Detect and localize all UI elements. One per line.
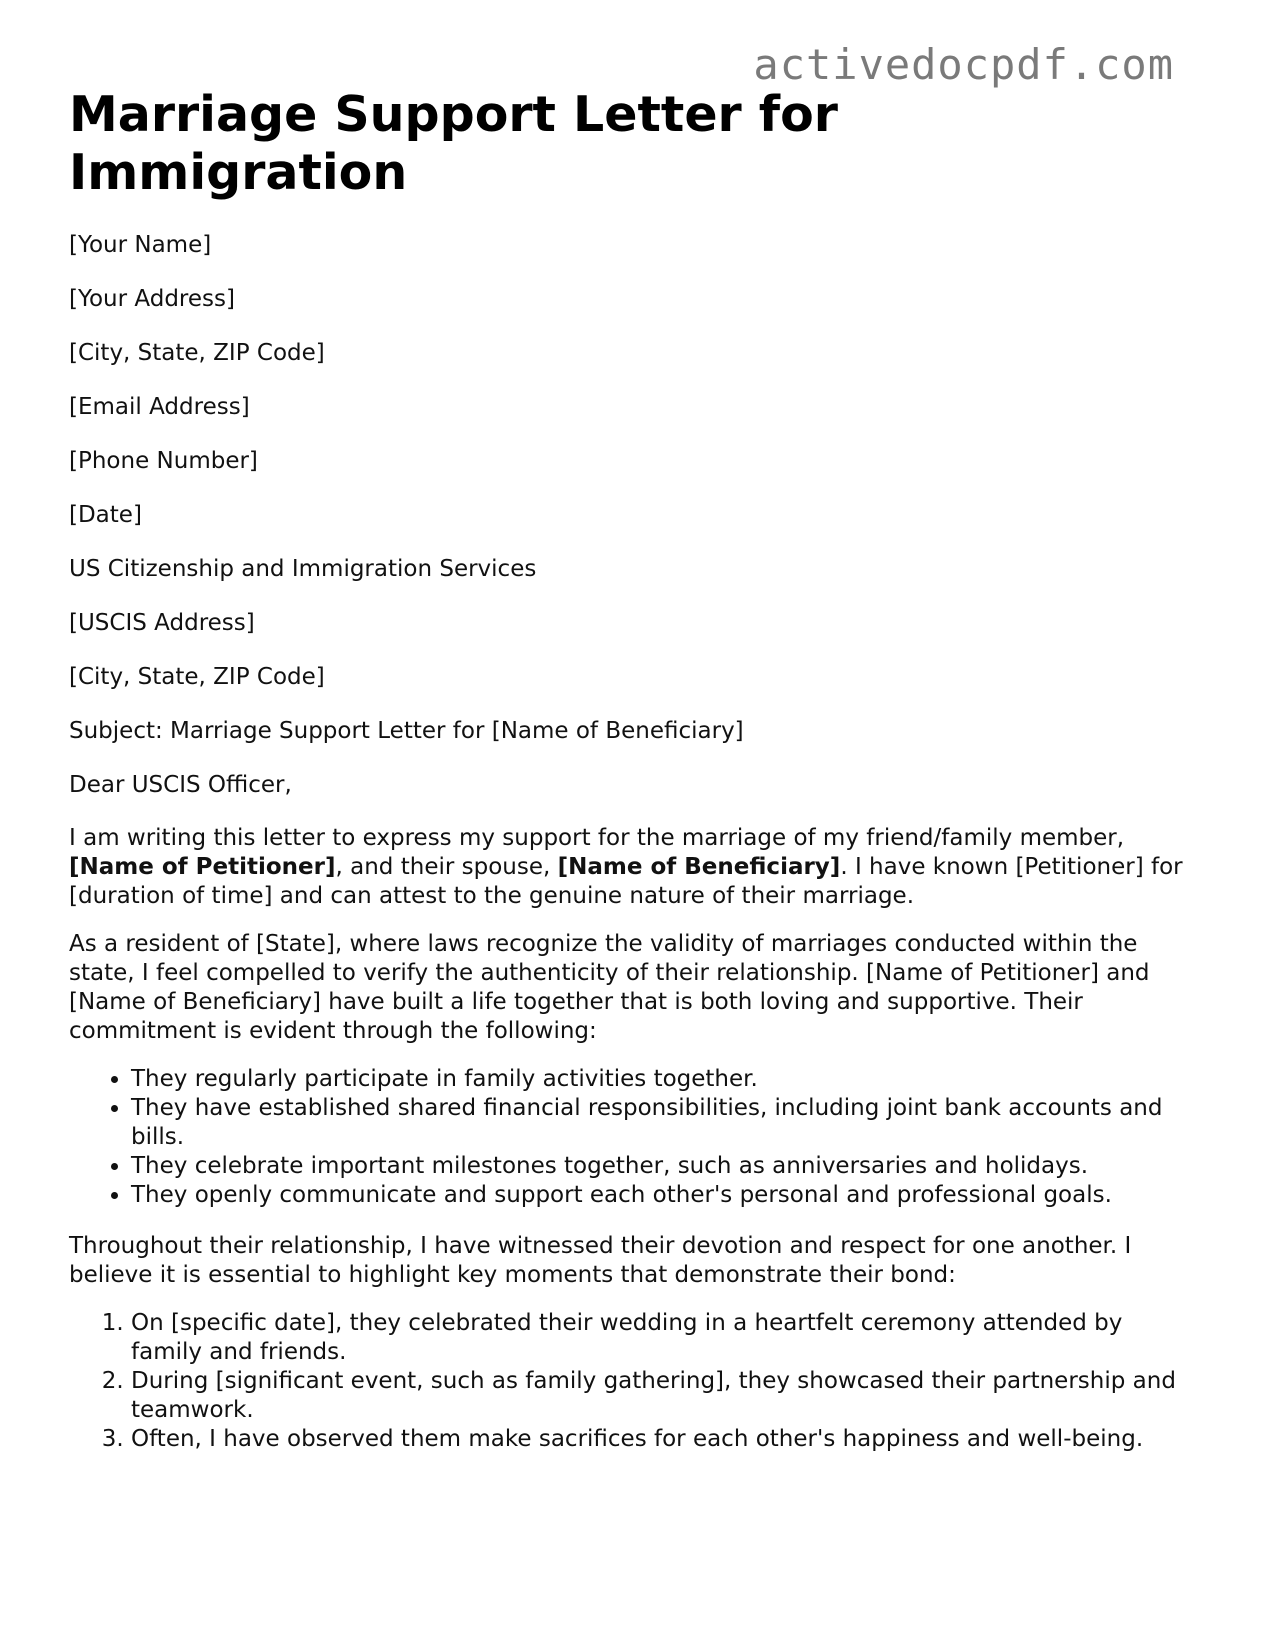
subject-line: Subject: Marriage Support Letter for [Name of Beneficiary] <box>69 718 744 744</box>
petitioner-name: [Name of Petitioner] <box>69 854 336 880</box>
recipient-address: [USCIS Address] <box>69 610 255 636</box>
commitment-paragraph: As a resident of [State], where laws recognize the validity of marriages conducted within the state, I feel compelled to verify the authenticity of their relationship. [Name of Petitioner] and [Name of Beneficiary] have built a life together that is both loving and supportive. Their commitment is evident through the following: <box>69 931 1150 1044</box>
sender-name: [Your Name] <box>69 232 212 258</box>
sender-address: [Your Address] <box>69 286 235 312</box>
commitment-list <box>69 1065 1199 1210</box>
list-item: • They openly communicate and support each other's personal and professional goals. <box>131 1181 1199 1210</box>
list-item: 2. During [significant event, such as family gathering], they showcased their partnership and teamwork. <box>131 1367 1199 1425</box>
letter-date: [Date] <box>69 502 142 528</box>
intro-text-2: , and their spouse, <box>335 854 558 880</box>
watermark: activedocpdf.com <box>753 40 1174 89</box>
sender-city-state-zip: [City, State, ZIP Code] <box>69 340 325 366</box>
salutation: Dear USCIS Officer, <box>69 772 292 798</box>
list-item: • They have established shared financial responsibilities, including joint bank accounts and bills. <box>131 1094 1199 1152</box>
relationship-paragraph: Throughout their relationship, I have witnessed their devotion and respect for one another. I believe it is essential to highlight key moments that demonstrate their bond: <box>69 1233 1132 1288</box>
list-item: 1. On [specific date], they celebrated their wedding in a heartfelt ceremony attended by family and friends. <box>131 1309 1199 1367</box>
sender-email: [Email Address] <box>69 394 250 420</box>
letter-document <box>69 86 1199 1476</box>
beneficiary-name: [Name of Beneficiary] <box>557 854 841 880</box>
list-item: 3. Often, I have observed them make sacrifices for each other's happiness and well-being. <box>131 1425 1199 1454</box>
page-title: Marriage Support Letter for Immigration <box>69 86 838 201</box>
list-item: • They regularly participate in family activities together. <box>131 1065 1199 1094</box>
recipient-city-state-zip: [City, State, ZIP Code] <box>69 664 325 690</box>
recipient-org: US Citizenship and Immigration Services <box>69 556 537 582</box>
list-item: • They celebrate important milestones together, such as anniversaries and holidays. <box>131 1152 1199 1181</box>
intro-text-1: I am writing this letter to express my support for the marriage of my friend/family member, <box>69 825 1125 851</box>
key-moments-list <box>69 1309 1199 1454</box>
intro-text-3: . I have known [Petitioner] for [duration of time] and can attest to the genuine nature of their marriage. <box>69 854 1183 909</box>
intro-paragraph <box>69 824 1199 911</box>
sender-phone: [Phone Number] <box>69 448 258 474</box>
